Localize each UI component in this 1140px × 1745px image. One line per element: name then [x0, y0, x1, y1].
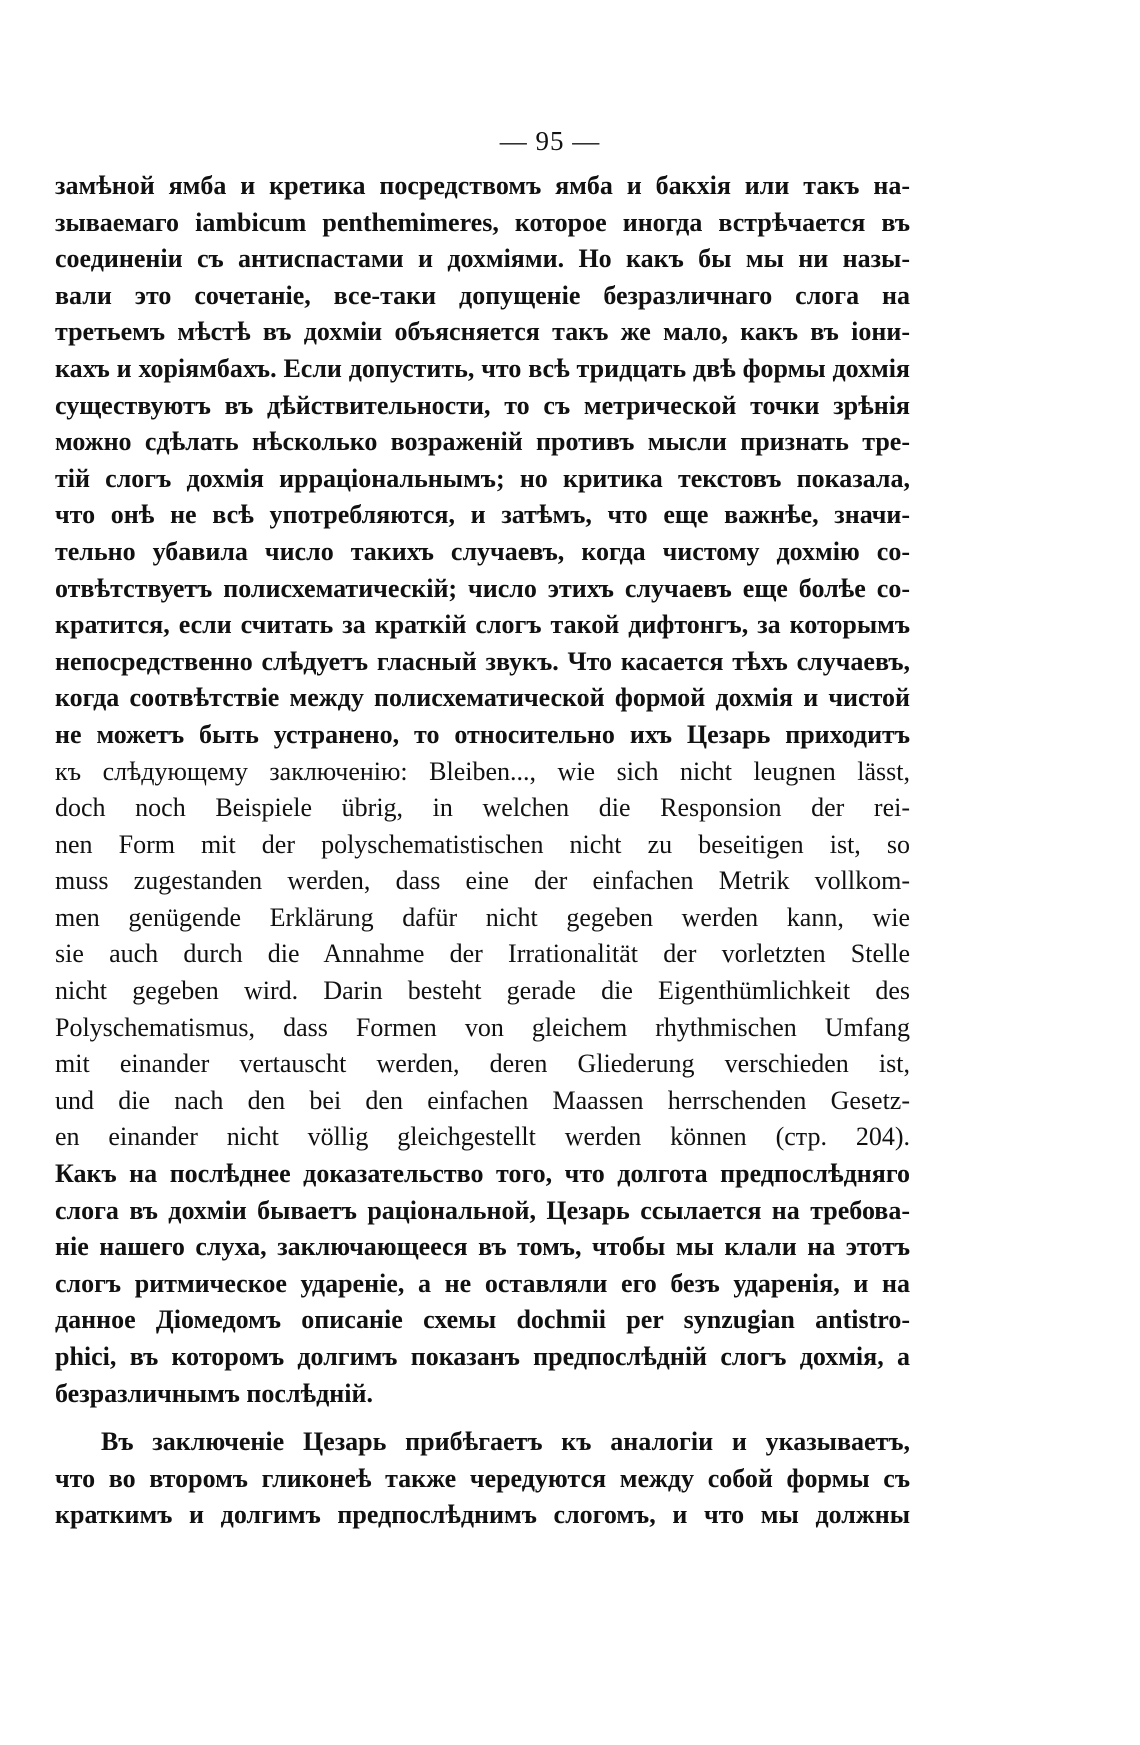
text-line: Въ заключеніе Цезарь прибѣгаетъ къ аналогіи и указываетъ,: [101, 1427, 910, 1457]
text-line: непосредственно слѣдуетъ гласный звукъ. Что касается тѣхъ случаевъ,: [55, 646, 910, 676]
text-line: nicht gegeben wird. Darin besteht gerade die Eigenthümlichkeit des: [55, 976, 910, 1006]
text-line: не можетъ быть устранено, то относительно ихъ Цезарь приходитъ: [55, 719, 910, 749]
text-line: слогъ ритмическое ударенie, а не оставляли его безъ ударенія, и на: [55, 1268, 910, 1298]
text-line: тій слогъ дохмія ирраціональнымъ; но критика текстовъ показала,: [55, 463, 910, 493]
text-line: кахъ и хоріямбахъ. Если допустить, что всѣ тридцать двѣ формы дохмія: [55, 353, 910, 383]
text-line: что онѣ не всѣ употребляются, и затѣмъ, что еще важнѣе, значи-: [55, 500, 910, 530]
page-number: — 95 —: [499, 126, 601, 156]
text-line: замѣной ямба и кретика посредствомъ ямба и бакхія или такъ на-: [55, 171, 910, 200]
text-line: данное Діомедомъ описаніе схемы dochmii per synzugian antistro-: [55, 1305, 910, 1335]
body-text: [55, 168, 910, 1534]
text-line: men genügende Erklärung dafür nicht gegeben werden kann, wie: [55, 902, 910, 932]
text-line: безразличнымъ послѣдній.: [55, 1378, 373, 1408]
paragraph-2: [55, 1424, 910, 1534]
text-line: когда соотвѣтствіе между полисхематической формой дохмія и чистой: [55, 683, 910, 713]
text-line: отвѣтствуетъ полисхематическій; число этихъ случаевъ еще болѣе со-: [55, 573, 910, 603]
text-line: зываемаго iambicum penthemimeres, которое иногда встрѣчается въ: [55, 207, 910, 237]
text-line: phici, въ которомъ долгимъ показанъ предпослѣдній слогъ дохмія, а: [55, 1342, 910, 1371]
text-line: можно сдѣлать нѣсколько возраженій противъ мысли признать тре-: [55, 427, 910, 457]
text-line: und die nach den bei den einfachen Maassen herrschenden Gesetz-: [55, 1085, 910, 1115]
text-line: ніе нашего слуха, заключающееся въ томъ, чтобы мы клали на этотъ: [55, 1232, 910, 1262]
text-line: слога въ дохміи бываетъ раціональной, Цезарь ссылается на требова-: [55, 1195, 910, 1225]
text-line: Polyschematismus, dass Formen von gleichem rhythmischen Umfang: [55, 1012, 910, 1042]
text-line: mit einander vertauscht werden, deren Gliederung verschieden ist,: [55, 1049, 910, 1079]
text-line: къ слѣдующему заключенію: Bleiben..., wie sich nicht leugnen lässt,: [55, 756, 910, 786]
text-line: третьемъ мѣстѣ въ дохміи объясняется такъ же мало, какъ въ іони-: [55, 317, 910, 347]
text-line: существуютъ въ дѣйствительности, то съ метрической точки зрѣнія: [55, 390, 910, 420]
text-line: en einander nicht völlig gleichgestellt werden können (стр. 204).: [55, 1122, 910, 1152]
text-line: doch noch Beispiele übrig, in welchen die Responsion der rei-: [55, 793, 910, 823]
text-line: Какъ на послѣднее доказательство того, что долгота предпослѣдняго: [55, 1159, 910, 1189]
text-line: что во второмъ гликонеѣ также чередуются между собой формы съ: [55, 1463, 910, 1493]
text-line: тельно убавила число такихъ случаевъ, когда чистому дохмію со-: [55, 536, 910, 566]
text-line: краткимъ и долгимъ предпослѣднимъ слогомъ, и что мы должны: [55, 1500, 910, 1530]
text-line: кратится, если считать за краткій слогъ такой дифтонгъ, за которымъ: [55, 610, 910, 640]
paragraph-1: [55, 168, 910, 1412]
text-line: sie auch durch die Annahme der Irrationalität der vorletzten Stelle: [55, 939, 910, 969]
text-line: соединеніи съ антиспастами и дохміями. Но какъ бы мы ни назы-: [55, 244, 910, 274]
paragraph-gap: [55, 1412, 910, 1424]
text-line: nen Form mit der polyschematistischen nicht zu beseitigen ist, so: [55, 829, 910, 859]
text-line: muss zugestanden werden, dass eine der einfachen Metrik vollkom-: [55, 866, 910, 896]
text-line: вали это сочетаніе, все-таки допущеніе безразличнаго слога на: [55, 280, 910, 310]
